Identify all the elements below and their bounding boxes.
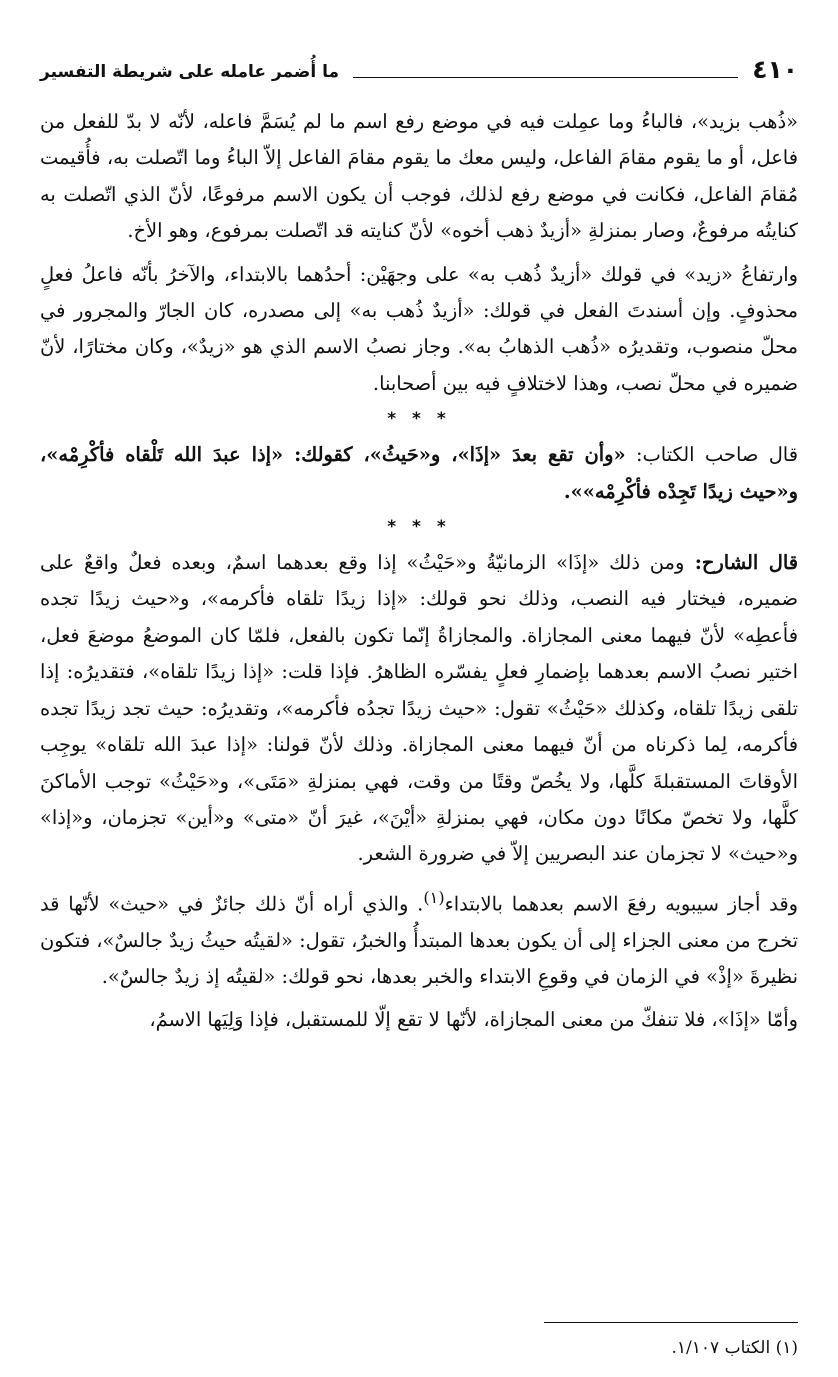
paragraph-1: «ذُهب بزيد»، فالباءُ وما عمِلت فيه في موضع رفع اسم ما لم يُسَمَّ فاعله، لأنّه لا بدّ للفعل من فاعل، أو ما يقوم مقامَ الفاعل، وليس معك ما يقوم مقامَ الفاعل إلاّ الباءُ وما اتّصلت به، فأُقيمت مُقامَ الفاعل، فكانت في موضع رفع لذلك، فوجب أن يكون الاسم مرفوعًا، لأنّ الذي اتّصلت به كنايتُه مرفوعٌ، وصار بمنزلةِ «أزيدٌ ذهب أخوه» لأنّ كنايته قد اتّصلت بمرفوع، وهو الأخ. [40,110,798,243]
page-header [40,52,798,84]
footnote: (١) الكتاب ١/١٠٧. [671,1338,798,1358]
paragraph-6: وأمّا «إذَا»، فلا تنفكّ من معنى المجازاة، لأنّها لا تقع إلّا للمستقبل، فإذا وَلِيَها الاسمُ، [149,1008,798,1032]
author-quote-lead: قال صاحب الكتاب: [625,443,798,467]
footnote-rule [544,1322,798,1323]
section-separator: * * * [387,517,451,538]
running-title: ما أُضمر عامله على شريطة التفسير [40,62,339,82]
commentary-lead: قال الشارح: [684,551,798,575]
paragraph-2: وارتفاعُ «زيد» في قولك «أزيدٌ ذُهب به» على وجهَيْن: أحدُهما بالابتداء، والآخرُ بأنّه فاعلُ فعلٍ محذوفٍ. وإن أسندتَ الفعل في قولك: «أزيدٌ ذُهب به» إلى مصدره، كان الجارّ والمجرور في محلّ منصوب، وتقديرُه «ذُهب الذهابُ به». وجاز نصبُ الاسم الذي هو «زيدٌ»، وكان مختارًا، لأنّ ضميره في محلّ نصب، وهذا لاختلافٍ فيه بين أصحابنا. [40,262,798,395]
author-quote [40,437,798,510]
paragraph-5 [40,880,798,996]
commentary-paragraph [40,545,798,873]
page-number: ٤١٠ [752,55,798,84]
page-body [40,104,798,1039]
section-separator: * * * [387,409,451,430]
footnote-reference: (١) [423,887,445,907]
header-rule [353,77,738,78]
paragraph-5-part-a: وقد أجاز سيبويه رفعَ الاسم بعدهما بالابتداء [444,892,798,916]
commentary-text: ومن ذلك «إذَا» الزمانيّةُ و«حَيْثُ» إذا وقع بعدهما اسمٌ، وبعده فعلٌ واقعٌ على ضميره، فيختار فيه النصب، وذلك نحو قولك: «إذا زيدًا تلقاه فأكرمه»، و«حيث زيدًا تجده فأعطِه» لأنّ فيهما معنى المجازاة. والمجازاةُ إنّما تكون بالفعل، فلمّا كان الموضعُ موضعَ فعل، اختير نصبُ الاسم بعدهما بإضمارِ فعلٍ يفسّره الظاهرُ. فإذا قلت: «إذا زيدًا تلقاه»، فتقديرُه: إذا تلقى زيدًا تلقاه، وكذلك «حَيْثُ» تقول: «حيث زيدًا تجدُه فأكرمه»، وتقديرُه: حيث تجد زيدًا تجده فأكرمه، لِما ذكرناه من أنّ فيهما معنى المجازاة. وذلك لأنّ قولنا: «إذا عبدَ الله تلقاه» يوجِب الأوقاتَ المستقبلةَ كلَّها، ولا يخُصّ وقتًا من وقت، فهي بمنزلةِ «مَتَى»، و«حَيْثُ» توجب الأماكنَ كلَّها، ولا تخصّ مكانًا دون مكان، فهي بمنزلةِ «أيْنَ»، غيرَ أنّ «متى» و«أين» تجزمان، و«إذا» و«حيث» لا تجزمان عند البصريين إلاّ في ضرورة الشعر. [40,551,798,866]
author-quote-text: «وأن تقع بعدَ «إذَا»، و«حَيثُ»، كقولك: «إذا عبدَ الله تَلْقاه فأكْرِمْه»، و«حيث زيدًا تَجِدْه فأكْرِمْه»». [40,443,798,503]
paragraph-5-part-b: . والذي أراه أنّ ذلك جائزٌ في «حيث» لأنّها قد تخرج من معنى الجزاء إلى أن يكون بعدها المبتدأُ والخبرُ، تقول: «لقيتُه حيثُ زيدٌ جالسٌ»، فتكون نظيرةَ «إذْ» في الزمان في وقوعِ الابتداء والخبر بعدها، نحو قولك: «لقيتُه إذ زيدٌ جالسٌ». [40,892,798,988]
